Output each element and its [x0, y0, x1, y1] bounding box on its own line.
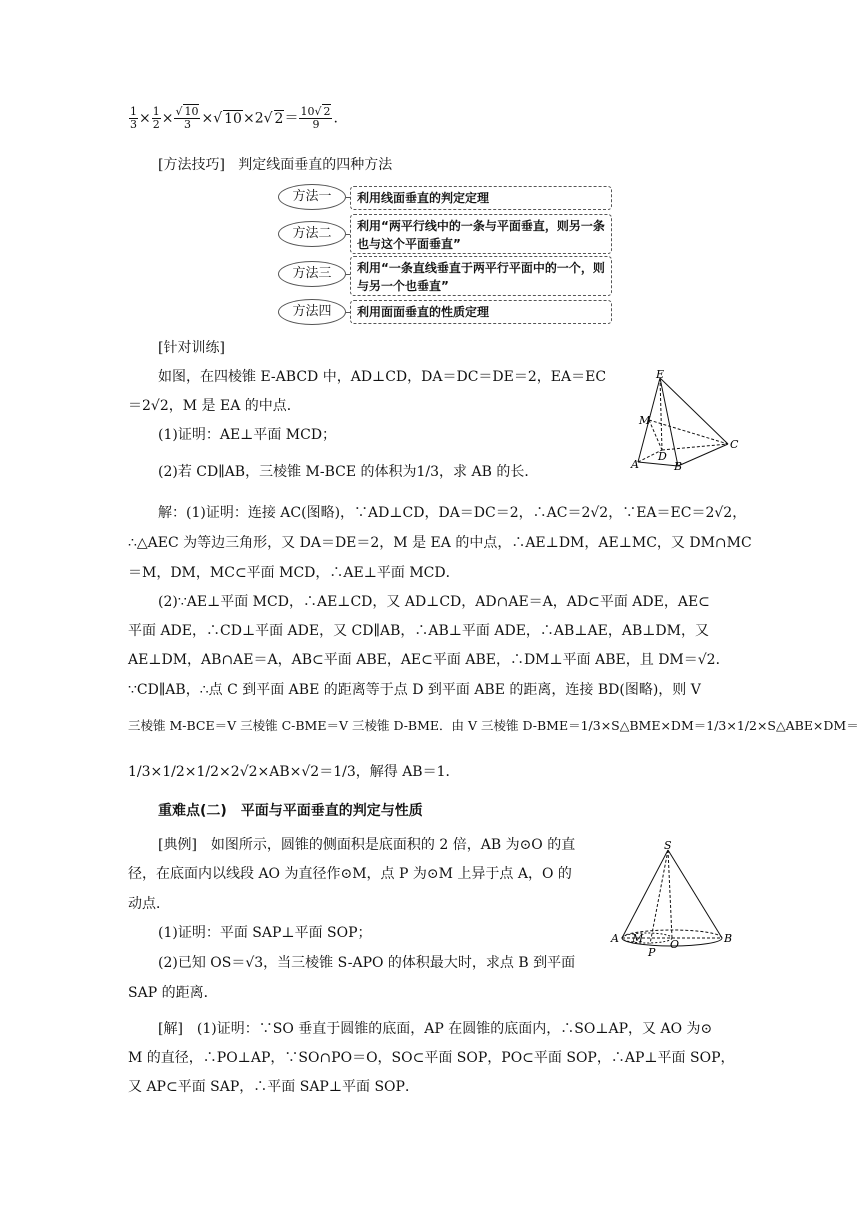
- example-sol-line-2: M 的直径，∴PO⊥AP，∵SO∩PO＝O，SO⊂平面 SOP，PO⊂平面 SOP，∴AP⊥平面 SOP，: [128, 1050, 735, 1066]
- method-3-label: 方法三: [278, 261, 346, 287]
- solution-line-8: 三棱锥 M-BCE＝V 三棱锥 C-BME＝V 三棱锥 D-BME．由 V 三棱锥 D-BME＝1/3×S△BME×DM＝1/3×1/2×S△ABE×DM＝: [128, 718, 859, 733]
- example-sol-line-1: [解] (1)证明：∵SO 垂直于圆锥的底面，AP 在圆锥的底面内，∴SO⊥AP，又 AO 为⊙: [158, 1021, 713, 1037]
- cone-figure: [610, 840, 740, 960]
- training-problem-2: ＝2√2，M 是 EA 的中点．: [128, 398, 301, 414]
- method-tip-tag: [方法技巧]: [158, 157, 225, 173]
- example-line-1: [典例] 如图所示，圆锥的侧面积是底面积的 2 倍，AB 为⊙O 的直: [158, 837, 576, 853]
- fig1-label-e: E: [656, 370, 665, 381]
- pyramid-figure: [630, 370, 740, 470]
- training-q2: (2)若 CD∥AB，三棱锥 M-BCE 的体积为1/3，求 AB 的长．: [158, 464, 539, 480]
- fig2-label-p: P: [648, 946, 656, 959]
- fig2-label-s: S: [664, 840, 672, 852]
- fig2-label-b: B: [724, 932, 733, 945]
- solution-line-5: 平面 ADE，∴CD⊥平面 ADE，又 CD∥AB，∴AB⊥平面 ADE，∴AB⊥AE，AB⊥DM，又: [128, 623, 709, 639]
- method-tip-title: 判定线面垂直的四种方法: [238, 157, 393, 173]
- fig1-label-b: B: [674, 460, 683, 470]
- solution-line-4: (2)∵AE⊥平面 MCD，∴AE⊥CD，又 AD⊥CD，AD∩AE＝A，AD⊂平面 ADE，AE⊂: [158, 594, 710, 610]
- training-title: [针对训练]: [158, 340, 225, 356]
- method-4-label: 方法四: [278, 299, 346, 325]
- fig2-label-m: M: [632, 932, 644, 945]
- example-q2: (2)已知 OS＝√3，当三棱锥 S-APO 的体积最大时，求点 B 到平面: [158, 955, 576, 971]
- method-tip-heading: [158, 155, 392, 175]
- solution-line-2: ∴△AEC 为等边三角形，又 DA＝DE＝2，M 是 EA 的中点，∴AE⊥DM，AE⊥MC，又 DM∩MC: [128, 535, 752, 551]
- solution-line-6: AE⊥DM，AB∩AE＝A，AB⊂平面 ABE，AE⊂平面 ABE，∴DM⊥平面 ABE，且 DM＝√2．: [128, 652, 730, 668]
- fig1-label-d: D: [658, 450, 667, 463]
- fig1-label-c: C: [730, 438, 739, 451]
- method-4-text: 利用面面垂直的性质定理: [350, 300, 612, 324]
- top-formula: $\frac{1}{3}$ × $\frac{1}{2}$ × $\frac{√ 10}{3}$ ×√ 10×2√ 2＝ $\frac{10√ 2}{9}$ .: [130, 105, 338, 131]
- fig1-label-m: M: [639, 414, 651, 427]
- example-q2b: SAP 的距离．: [128, 985, 218, 1001]
- example-sol-line-3: 又 AP⊂平面 SAP，∴平面 SAP⊥平面 SOP．: [128, 1079, 419, 1095]
- example-line-2: 径，在底面内以线段 AO 为直径作⊙M，点 P 为⊙M 上异于点 A，O 的: [128, 866, 572, 882]
- example-q1: (1)证明：平面 SAP⊥平面 SOP；: [158, 925, 372, 941]
- solution-line-7: ∵CD∥AB，∴点 C 到平面 ABE 的距离等于点 D 到平面 ABE 的距离，连接 BD(图略)，则 V: [128, 682, 701, 698]
- method-3-text: 利用“一条直线垂直于两平行平面中的一个，则与另一个也垂直”: [350, 256, 612, 296]
- training-problem-1: 如图，在四棱锥 E-ABCD 中，AD⊥CD，DA＝DC＝DE＝2，EA＝EC: [158, 369, 607, 385]
- solution-line-1: 解：(1)证明：连接 AC(图略)，∵AD⊥CD，DA＝DC＝2，∴AC＝2√2，∵EA＝EC＝2√2，: [158, 505, 747, 521]
- method-1-label: 方法一: [278, 184, 346, 210]
- method-2-text: 利用“两平行线中的一条与平面垂直，则另一条也与这个平面垂直”: [350, 214, 612, 254]
- method-2-label: 方法二: [278, 221, 346, 247]
- example-line-3: 动点．: [128, 896, 170, 912]
- fig1-label-a: A: [631, 458, 639, 470]
- solution-line-9: 1/3×1/2×1/2×2√2×AB×√2＝1/3，解得 AB＝1．: [128, 764, 460, 780]
- fig2-label-o: O: [670, 938, 680, 951]
- section2-title: 重难点(二) 平面与平面垂直的判定与性质: [158, 803, 423, 819]
- training-q1: (1)证明：AE⊥平面 MCD；: [158, 427, 337, 443]
- method-1-text: 利用线面垂直的判定定理: [350, 186, 612, 210]
- fig2-label-a: A: [611, 932, 619, 945]
- solution-line-3: ＝M，DM，MC⊂平面 MCD，∴AE⊥平面 MCD．: [128, 565, 460, 581]
